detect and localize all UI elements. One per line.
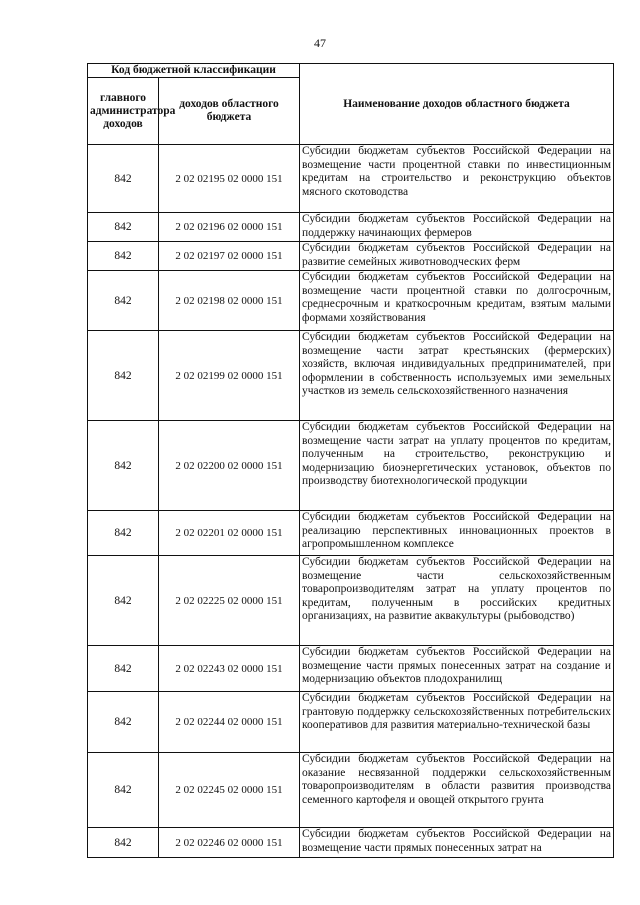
table-row [88, 242, 614, 271]
income-code: 2 02 02195 02 0000 151 [159, 145, 300, 213]
header-income-name: Наименование доходов областного бюджета [300, 64, 614, 145]
admin-code: 842 [88, 271, 159, 331]
income-name: Субсидии бюджетам субъектов Российской Федерации на оказание несвязанной поддержки сельскохозяйственным товаропроизводителям в области развития производства семенного картофеля и овощей открытого грунта [300, 753, 614, 828]
admin-code: 842 [88, 828, 159, 858]
income-name: Субсидии бюджетам субъектов Российской Федерации на грантовую поддержку сельскохозяйственных потребительских кооперативов для развития материально-технической базы [300, 692, 614, 753]
admin-code: 842 [88, 692, 159, 753]
table-row [88, 271, 614, 331]
table-row [88, 828, 614, 858]
table-row [88, 646, 614, 692]
admin-code: 842 [88, 646, 159, 692]
admin-code: 842 [88, 331, 159, 421]
table-row [88, 421, 614, 511]
income-code: 2 02 02245 02 0000 151 [159, 753, 300, 828]
income-code: 2 02 02246 02 0000 151 [159, 828, 300, 858]
income-name: Субсидии бюджетам субъектов Российской Федерации на возмещение части процентной ставки по инвестиционным кредитам на строительство и реконструкцию объектов мясного скотоводства [300, 145, 614, 213]
income-name: Субсидии бюджетам субъектов Российской Федерации на реализацию перспективных инновационных проектов в агропромышленном комплексе [300, 511, 614, 556]
income-code: 2 02 02201 02 0000 151 [159, 511, 300, 556]
income-code: 2 02 02200 02 0000 151 [159, 421, 300, 511]
header-income-code: доходов областного бюджета [159, 78, 300, 145]
income-code: 2 02 02196 02 0000 151 [159, 213, 300, 242]
admin-code: 842 [88, 753, 159, 828]
table-row [88, 511, 614, 556]
page-number: 47 [314, 36, 326, 50]
income-name: Субсидии бюджетам субъектов Российской Федерации на возмещение части затрат крестьянских (фермерских) хозяйств, включая индивидуальных предпринимателей, при оформлении в собственность используемых ими земельных участков из земель сельскохозяйственного назначения [300, 331, 614, 421]
admin-code: 842 [88, 556, 159, 646]
admin-code: 842 [88, 511, 159, 556]
income-name: Субсидии бюджетам субъектов Российской Федерации на возмещение части процентной ставки по долгосрочным, среднесрочным и краткосрочным кредитам, взятым малыми формами хозяйствования [300, 271, 614, 331]
admin-code: 842 [88, 421, 159, 511]
admin-code: 842 [88, 242, 159, 271]
table-row [88, 213, 614, 242]
header-budget-code: Код бюджетной классификации [88, 64, 300, 78]
income-code: 2 02 02197 02 0000 151 [159, 242, 300, 271]
income-name: Субсидии бюджетам субъектов Российской Федерации на развитие семейных животноводческих ферм [300, 242, 614, 271]
table-row [88, 753, 614, 828]
income-code: 2 02 02225 02 0000 151 [159, 556, 300, 646]
income-name: Субсидии бюджетам субъектов Российской Федерации на возмещение части прямых понесенных затрат на [300, 828, 614, 858]
income-code: 2 02 02243 02 0000 151 [159, 646, 300, 692]
income-name: Субсидии бюджетам субъектов Российской Федерации на возмещение части затрат на уплату процентов по кредитам, полученным на строительство, реконструкцию и модернизацию биоэнергетических установок, объектов по производству биотехнологической продукции [300, 421, 614, 511]
admin-code: 842 [88, 213, 159, 242]
table-row [88, 331, 614, 421]
income-code: 2 02 02199 02 0000 151 [159, 331, 300, 421]
table-row [88, 692, 614, 753]
income-code: 2 02 02244 02 0000 151 [159, 692, 300, 753]
header-admin: главного администратора доходов [88, 78, 159, 145]
admin-code: 842 [88, 145, 159, 213]
income-name: Субсидии бюджетам субъектов Российской Федерации на поддержку начинающих фермеров [300, 213, 614, 242]
table-row [88, 145, 614, 213]
budget-classification-table [87, 63, 614, 858]
income-name: Субсидии бюджетам субъектов Российской Федерации на возмещение части прямых понесенных затрат на создание и модернизацию объектов плодохранилищ [300, 646, 614, 692]
income-name: Субсидии бюджетам субъектов Российской Федерации на возмещение части сельскохозяйственным товаропроизводителям затрат на уплату процентов по кредитам, полученным в российских кредитных организациях, на развитие аквакультуры (рыбоводство) [300, 556, 614, 646]
table-row [88, 556, 614, 646]
income-code: 2 02 02198 02 0000 151 [159, 271, 300, 331]
